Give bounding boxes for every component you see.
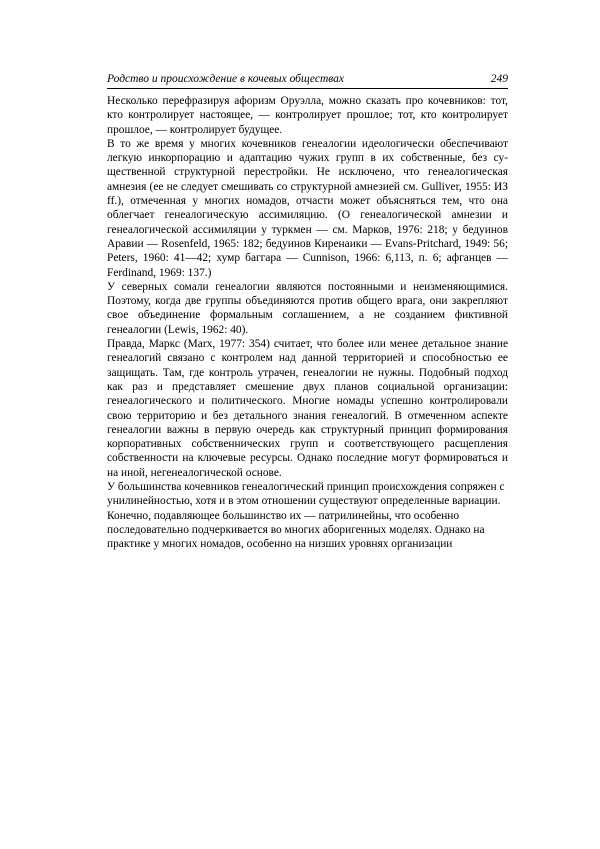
running-head [107, 72, 508, 89]
paragraph-3: У северных сомали генеалогии являются постоянными и неизменяющимися. Поэтому, когда две группы объединяются против общего врага, они закрепляют свое объединение формальным соглашением, а не созданием фиктивной генеалогии (Lewis, 1962: 40). [107, 280, 508, 336]
paragraph-5: У большинства кочевников генеалогический принцип происхождения сопряжен с унилинейностью, хотя и в этом отношении существуют определенные вариации. Конечно, подавляющее большинство их — патрилинейны, что особенно последовательно подчеркивается во многих аборигенных моделях. Однако на практике у многих номадов, особенно на низших уровнях организации [107, 481, 505, 551]
running-title: Родство и происхождение в кочевых обществах [107, 73, 345, 85]
paragraph-1: Несколько перефразируя афоризм Оруэлла, можно сказать про кочевников: тот, кто контролирует настоящее, — контролирует прошлое; тот, кто контролирует прошлое, — контролирует будущее. [107, 95, 508, 136]
paragraph-2: В то же время у многих кочевников генеалогии идеологически обеспечивают легкую инкорпорацию и адаптацию чужих групп в их собственные, без существенной структурной перестройки. Не исключено, что генеалогическая амнезия (ее не следует смешивать со структурной амнезией см. Gulliver, 1955: ИЗ ff.), отмеченная у многих номадов, отчасти может объясняться тем, что она облегчает генеалогическую ассимиляцию. (О генеалогической амнезии и генеалогической ассимиляции у туркмен — см. Марков, 1976: 218; у бедуинов Аравии — Rosenfeld, 1965: 182; бедуинов Киренаики — Evans-Pritchard, 1949: 56; Peters, 1960: 41—42; хумр баггара — Cunnison, 1966: 6,113, п. 6; афганцев — Ferdinand, 1969: 137.) [107, 137, 508, 279]
paragraph-4: Правда, Маркс (Marx, 1977: 354) считает, что более или менее детальное знание генеалогий связано с контролем над данной территорией и способностью ее защищать. Там, где контроль утрачен, генеалогии не нужны. Подобный подход как раз и представляет смешение двух планов социальной организации: генеалогического и политического. Многие номады успешно контролировали свою территорию и без детального знания генеалогий. В отмеченном аспекте генеалогии важны в первую очередь как структурный принцип формирования корпоративных собственнических групп и соответствующего расщепления собственности на ключевые ресурсы. Однако последние могут формироваться и на иной, негенеалогической основе. [107, 338, 508, 479]
page [107, 72, 508, 552]
page-number: 249 [490, 73, 508, 85]
body-text [107, 94, 508, 552]
